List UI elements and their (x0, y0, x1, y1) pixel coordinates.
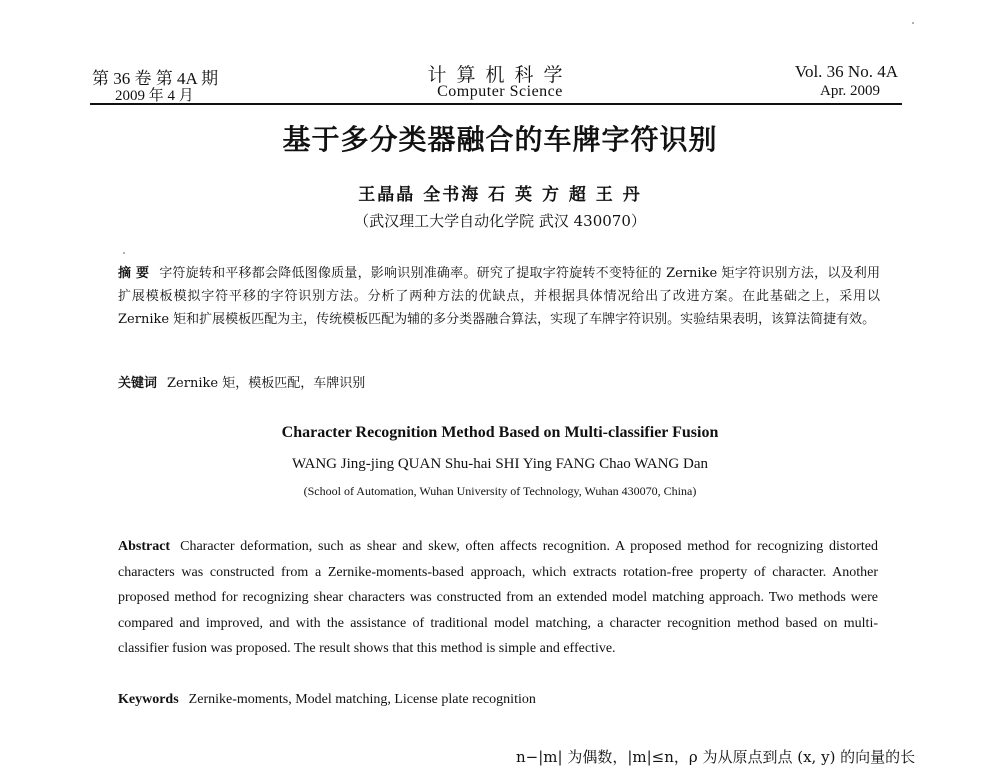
keywords-en-text: Zernike-moments, Model matching, License plate recognition (188, 692, 536, 707)
scan-speck (912, 22, 914, 24)
keywords-en (118, 692, 536, 708)
abstract-en (118, 534, 878, 662)
scan-speck (123, 252, 125, 254)
keywords-cn (118, 372, 365, 391)
header-rule (90, 103, 902, 105)
keywords-en-label: Keywords (118, 692, 179, 707)
journal-name-en: Computer Science (437, 83, 563, 100)
abstract-cn (118, 262, 880, 331)
journal-volume-en: Vol. 36 No. 4A (794, 62, 898, 81)
journal-date-cn: 2009 年 4 月 (115, 88, 194, 104)
journal-date-en: Apr. 2009 (820, 83, 880, 99)
abstract-en-text: Character deformation, such as shear and skew, often affects recognition. A proposed method for recognizing distorted characters was constructed from a Zernike-moments-based approach, which extracts rotation-free property of character. Another proposed method for recognizing shear characters was constructed from an extended model matching approach. Two methods were compared and improved, and with the assistance of traditional model matching, a character recognition method based on multi-classifier fusion was proposed. The result shows that this method is simple and effective. (118, 539, 878, 656)
journal-name-cn: 计算机科学 (427, 65, 573, 86)
keywords-cn-label: 关键词 (118, 376, 158, 391)
affiliation-cn: （武汉理工大学自动化学院 武汉 430070） (354, 212, 646, 230)
keywords-cn-text: Zernike 矩，模板匹配，车牌识别 (167, 376, 366, 391)
abstract-cn-label: 摘 要 (118, 266, 150, 281)
abstract-en-label: Abstract (118, 539, 171, 554)
authors-en: WANG Jing-jing QUAN Shu-hai SHI Ying FANG Chao WANG Dan (292, 456, 708, 472)
affiliation-en: (School of Automation, Wuhan University of Technology, Wuhan 430070, China) (303, 484, 697, 498)
body-text-fragment: n−|m| 为偶数，|m|≤n，ρ 为从原点到点 (x, y) 的向量的长 (516, 748, 916, 766)
abstract-cn-text: 字符旋转和平移都会降低图像质量，影响识别准确率。研究了提取字符旋转不变特征的 Zernike 矩字符识别方法，以及利用扩展模板模拟字符平移的字符识别方法。分析了两种方法的优缺点，并根据具体情况给出了改进方案。在此基础之上，采用以 Zernike 矩和扩展模板匹配为主，传统模板匹配为辅的多分类器融合算法，实现了车牌字符识别。实验结果表明，该算法简捷有效。 (118, 266, 880, 327)
authors-cn: 王晶晶 全书海 石 英 方 超 王 丹 (358, 185, 642, 205)
paper-title-en: Character Recognition Method Based on Multi-classifier Fusion (281, 424, 719, 441)
journal-volume-issue: 第 36 卷 第 4A 期 (92, 69, 219, 88)
paper-title-cn: 基于多分类器融合的车牌字符识别 (282, 123, 718, 156)
